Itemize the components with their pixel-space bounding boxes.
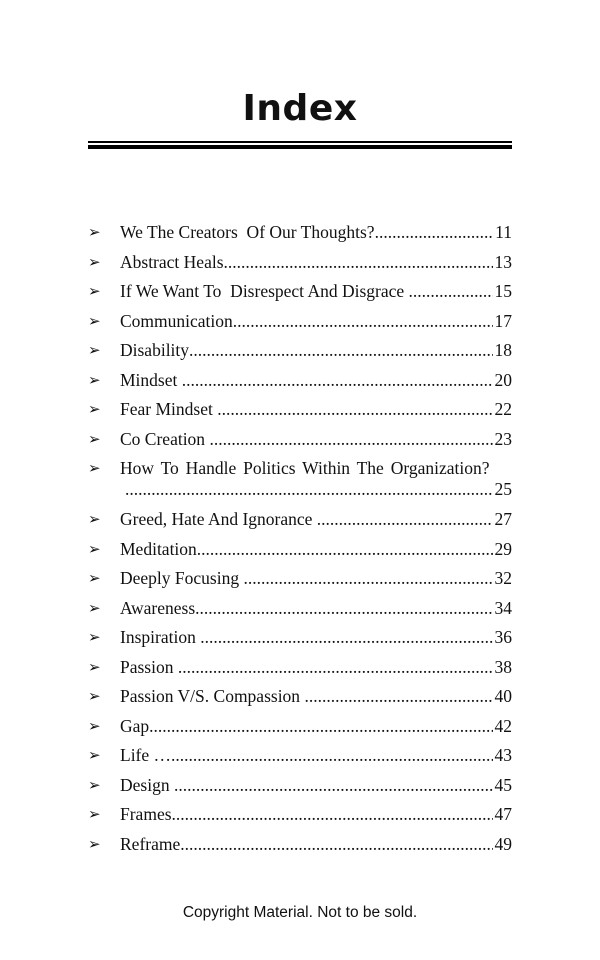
index-entry <box>88 248 512 278</box>
arrow-bullet-icon: ➢ <box>88 657 101 676</box>
dot-leader <box>172 800 493 830</box>
index-entry <box>88 623 512 653</box>
copyright-notice: Copyright Material. Not to be sold. <box>182 904 418 921</box>
page-number: 18 <box>494 340 512 360</box>
dot-leader <box>178 653 493 683</box>
page-number: 40 <box>494 686 512 706</box>
index-entry <box>88 218 512 248</box>
entry-title: Inspiration <box>120 627 201 647</box>
page-number: 47 <box>494 804 512 824</box>
entry-title: Meditation <box>120 538 197 559</box>
index-entry <box>88 594 512 624</box>
index-entry <box>88 564 512 594</box>
arrow-bullet-icon: ➢ <box>88 539 101 558</box>
page-number: 11 <box>495 222 512 242</box>
index-entry <box>88 366 512 396</box>
index-entry <box>88 800 512 830</box>
arrow-bullet-icon: ➢ <box>88 598 101 617</box>
entry-title: Fear Mindset <box>120 399 218 419</box>
index-entry <box>88 454 512 505</box>
dot-leader <box>217 395 492 425</box>
dot-leader <box>375 218 494 248</box>
arrow-bullet-icon: ➢ <box>88 459 101 477</box>
page-number: 32 <box>494 568 512 588</box>
index-entry <box>88 395 512 425</box>
arrow-bullet-icon: ➢ <box>88 687 101 705</box>
arrow-bullet-icon: ➢ <box>88 223 101 241</box>
entry-title: Abstract Heals <box>120 251 224 272</box>
arrow-bullet-icon: ➢ <box>88 746 101 764</box>
dot-leader <box>171 741 492 771</box>
index-entry <box>88 307 512 337</box>
page-number: 36 <box>494 627 512 647</box>
index-entry <box>88 425 512 455</box>
arrow-bullet-icon: ➢ <box>88 805 101 823</box>
page-number: 17 <box>494 310 512 331</box>
entry-title: Reframe <box>120 833 181 854</box>
dot-leader <box>197 535 493 565</box>
dot-leader <box>233 307 493 337</box>
entry-title: Awareness <box>120 597 196 618</box>
dot-leader <box>200 623 492 653</box>
entry-title: Gap <box>120 715 150 736</box>
dot-leader <box>149 712 492 742</box>
arrow-bullet-icon: ➢ <box>88 628 101 646</box>
index-entry <box>88 830 512 860</box>
arrow-bullet-icon: ➢ <box>88 716 101 735</box>
index-entry <box>88 653 512 683</box>
dot-leader <box>243 564 492 594</box>
page-number: 38 <box>494 656 512 677</box>
entry-title: We The Creators Of Our Thoughts? <box>120 222 375 242</box>
entry-title: Life … <box>120 745 172 765</box>
entry-title: Design <box>120 774 174 795</box>
arrow-bullet-icon: ➢ <box>88 400 101 418</box>
entry-title: Greed, Hate And Ignorance <box>120 509 317 529</box>
arrow-bullet-icon: ➢ <box>88 252 101 271</box>
entry-title: Disability <box>120 340 190 360</box>
dot-leader <box>189 336 492 366</box>
entry-title: Passion V/S. Compassion <box>120 686 305 706</box>
page-number: 45 <box>494 774 512 795</box>
index-entry <box>88 771 512 801</box>
index-entry <box>88 712 512 742</box>
page-number: 20 <box>494 369 512 390</box>
arrow-bullet-icon: ➢ <box>88 311 101 330</box>
page-number: 27 <box>494 509 512 529</box>
page-number: 25 <box>494 479 512 499</box>
arrow-bullet-icon: ➢ <box>88 282 101 300</box>
entry-title: How To Handle Politics Within The Organization? <box>120 458 490 478</box>
page-number: 13 <box>494 251 512 272</box>
entry-title: Communication <box>120 310 233 331</box>
arrow-bullet-icon: ➢ <box>88 341 101 359</box>
title-underline-rule <box>88 141 512 143</box>
index-entry <box>88 505 512 535</box>
dot-leader <box>180 830 492 860</box>
index-list <box>88 218 512 859</box>
page-number: 23 <box>494 428 512 449</box>
index-entry <box>88 741 512 771</box>
dot-leader <box>174 771 493 801</box>
page-number: 29 <box>494 538 512 559</box>
dot-leader <box>209 425 492 455</box>
arrow-bullet-icon: ➢ <box>88 429 101 448</box>
arrow-bullet-icon: ➢ <box>88 510 101 528</box>
page-number: 15 <box>494 281 512 301</box>
page-number: 22 <box>494 399 512 419</box>
page-number: 42 <box>494 715 512 736</box>
index-entry <box>88 682 512 712</box>
page-number: 49 <box>494 833 512 854</box>
arrow-bullet-icon: ➢ <box>88 569 101 587</box>
entry-title: If We Want To Disrespect And Disgrace <box>120 281 409 301</box>
dot-leader <box>182 366 493 396</box>
index-entry <box>88 535 512 565</box>
entry-title: Co Creation <box>120 428 210 449</box>
page-number: 34 <box>494 597 512 618</box>
dot-leader <box>317 505 493 535</box>
index-entry <box>88 277 512 307</box>
arrow-bullet-icon: ➢ <box>88 370 101 389</box>
dot-leader <box>409 277 493 307</box>
entry-title: Deeply Focusing <box>120 568 244 588</box>
page-number: 43 <box>494 745 512 765</box>
dot-leader <box>304 682 492 712</box>
entry-title: Mindset <box>120 369 182 390</box>
page-title: Index <box>242 88 358 129</box>
dot-leader <box>195 594 492 624</box>
entry-title: Passion <box>120 656 178 677</box>
index-entry <box>88 336 512 366</box>
entry-title: Frames <box>120 804 172 824</box>
dot-leader <box>224 248 493 278</box>
arrow-bullet-icon: ➢ <box>88 775 101 794</box>
arrow-bullet-icon: ➢ <box>88 834 101 853</box>
dot-leader <box>125 475 493 505</box>
